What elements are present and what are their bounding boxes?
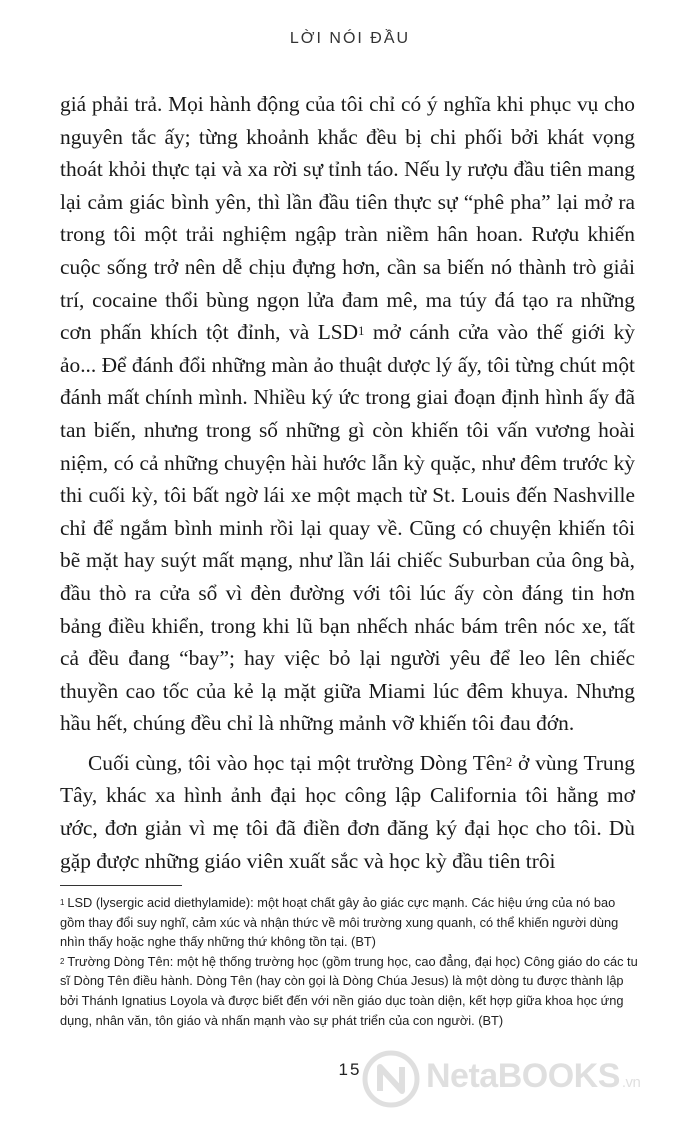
footnote-1-text: LSD (lysergic acid diethylamide): một hoạt chất gây ảo giác cực mạnh. Các hiệu ứng của nó bao gồm thay đổi suy nghĩ, cảm xúc và nhận thức về môi trường xung quanh, có thể khiến người dùng nhìn thấy hoặc nghe thấy những thứ không tồn tại. (BT): [60, 895, 619, 950]
footnote-ref-1: 1: [358, 323, 365, 338]
paragraph-2: [60, 747, 635, 877]
paragraph-1-text-b: mở cánh cửa vào thế giới kỳ ảo... Để đánh đổi những màn ảo thuật dược lý ấy, tôi từng chút một đánh mất chính mình. Nhiều ký ức trong giai đoạn định hình ấy đã tan biến, nhưng trong số những gì còn khiến tôi vấn vương hoài niệm, có cả những chuyện hài hước lẫn kỳ quặc, như đêm trước kỳ thi cuối kỳ, tôi bất ngờ lái xe một mạch từ St. Louis đến Nashville chỉ để ngắm bình minh rồi lại quay về. Cũng có chuyện khiến tôi bẽ mặt hay suýt mất mạng, như lần lái chiếc Suburban của ông bà, đầu thò ra cửa sổ vì đèn đường với tôi lúc ấy còn đáng tin hơn bảng điều khiển, trong khi lũ bạn nhếch nhác bám trên nóc xe, tất cả đều đang “bay”; hay việc bỏ lại người yêu để leo lên chiếc thuyền cao tốc của kẻ lạ mặt giữa Miami lúc đêm khuya. Nhưng hầu hết, chúng đều chỉ là những mảnh vỡ khiến tôi đau đớn.: [60, 320, 635, 736]
paragraph-1: [60, 88, 635, 740]
running-header: LỜI NÓI ĐẦU: [289, 30, 411, 47]
paragraph-2-text-a: Cuối cùng, tôi vào học tại một trường Dòng Tên: [88, 750, 506, 775]
footnote-2: [60, 952, 640, 1030]
footnote-2-text: Trường Dòng Tên: một hệ thống trường học (gồm trung học, cao đẳng, đại học) Công giáo do các tu sĩ Dòng Tên điều hành. Dòng Tên (hay còn gọi là Dòng Chúa Jesus) là một dòng tu được thành lập bởi Thánh Ignatius Loyola và được biết đến với nền giáo dục toàn diện, kết hợp giữa khoa học ứng dụng, nhân văn, tôn giáo và nhấn mạnh vào sự phát triển của con người. (BT): [60, 953, 638, 1028]
page-number: 15: [338, 1060, 362, 1079]
watermark-brand: [426, 1057, 640, 1096]
watermark-suffix: .vn: [621, 1074, 641, 1091]
footnotes: [60, 893, 640, 1030]
watermark-brand-name: NetaBOOKS: [426, 1057, 620, 1095]
paragraph-1-text-a: giá phải trả. Mọi hành động của tôi chỉ có ý nghĩa khi phục vụ cho nguyên tắc ấy; từng khoảnh khắc đều bị chi phối bởi khát vọng thoát khỏi thực tại và xa rời sự tỉnh táo. Nếu ly rượu đầu tiên mang lại cảm giác bình yên, thì lần đầu tiên thực sự “phê pha” lại mở ra trong tôi một trải nghiệm ngập tràn niềm hân hoan. Rượu khiến cuộc sống trở nên dễ chịu đựng hơn, cần sa biến nó thành trò giải trí, cocaine thổi bùng ngọn lửa đam mê, ma túy đá tạo ra những cơn phấn khích tột đỉnh, và LSD: [60, 92, 635, 345]
watermark: [362, 1050, 692, 1106]
body-text: [60, 88, 635, 877]
footnote-divider: [60, 885, 182, 886]
footnote-1-mark: 1: [60, 898, 65, 908]
paragraph-2-text-b: ở vùng Trung Tây, khác xa hình ảnh đại học công lập California tôi hằng mơ ước, đơn giản vì mẹ tôi đã điền đơn đăng ký đại học cho tôi. Dù gặp được những giáo viên xuất sắc và học kỳ đầu tiên trôi: [60, 750, 635, 873]
n-logo-icon: [362, 1050, 420, 1108]
footnote-2-mark: 2: [60, 957, 65, 967]
footnote-ref-2: 2: [506, 754, 513, 769]
footnote-1: [60, 893, 640, 952]
